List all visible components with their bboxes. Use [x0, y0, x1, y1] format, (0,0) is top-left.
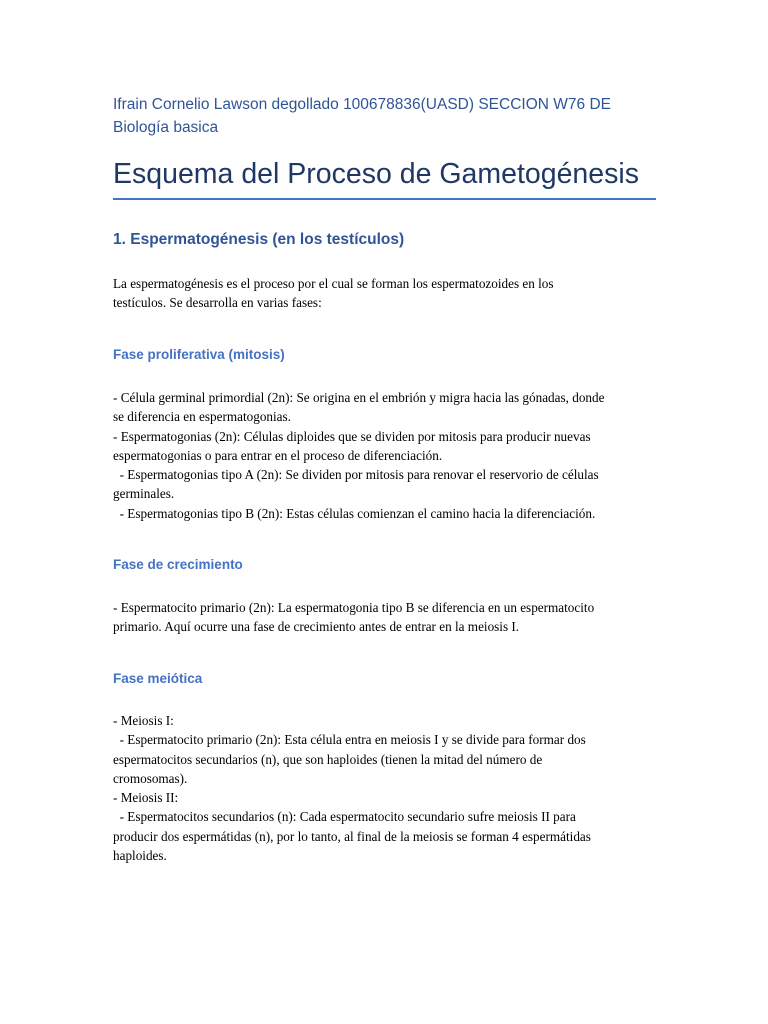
- text-line: germinales.: [113, 486, 175, 502]
- title-underline: [113, 198, 656, 200]
- text-line: espermatogonias o para entrar en el proceso de diferenciación.: [113, 447, 443, 463]
- subheading-fase-crecimiento: Fase de crecimiento: [113, 557, 243, 572]
- text-line: - Espermatogonias (2n): Células diploides que se dividen por mitosis para producir nuevas: [113, 428, 591, 444]
- text-line: testículos. Se desarrolla en varias fases:: [113, 295, 322, 311]
- text-line: producir dos espermátidas (n), por lo tanto, al final de la meiosis se forman 4 espermátidas: [113, 828, 591, 844]
- author-line: Ifrain Cornelio Lawson degollado 100678836(UASD) SECCION W76 DE: [113, 96, 611, 113]
- subheading-fase-proliferativa: Fase proliferativa (mitosis): [113, 347, 285, 362]
- text-line: espermatocitos secundarios (n), que son haploides (tienen la mitad del número de: [113, 751, 543, 767]
- author-info: [113, 93, 658, 139]
- text-line: - Célula germinal primordial (2n): Se origina en el embrión y migra hacia las gónadas, donde: [113, 390, 605, 405]
- text-line: - Espermatocitos secundarios (n): Cada espermatocito secundario sufre meiosis II para: [113, 809, 576, 825]
- text-line: - Espermatogonias tipo A (2n): Se dividen por mitosis para renovar el reservorio de células: [113, 467, 599, 483]
- text-line: se diferencia en espermatogonias.: [113, 409, 291, 425]
- section-heading-espermatogenesis: 1. Espermatogénesis (en los testículos): [113, 231, 405, 248]
- course-line: Biología basica: [113, 119, 219, 136]
- text-line: cromosomas).: [113, 770, 188, 786]
- text-line: - Espermatogonias tipo B (2n): Estas células comienzan el camino hacia la diferenciación.: [113, 505, 596, 521]
- text-line: La espermatogénesis es el proceso por el cual se forman los espermatozoides en los: [113, 276, 554, 291]
- text-line: - Espermatocito primario (2n): La espermatogonia tipo B se diferencia en un espermatocito: [113, 600, 595, 615]
- document-page: [113, 93, 658, 864]
- document-title: Esquema del Proceso de Gametogénesis: [113, 158, 639, 190]
- fase-proliferativa-paragraph: [113, 388, 658, 523]
- text-line: - Meiosis II:: [113, 790, 179, 806]
- text-line: - Espermatocito primario (2n): Esta célula entra en meiosis I y se divide para formar dos: [113, 732, 586, 748]
- subheading-fase-meiotica: Fase meiótica: [113, 671, 203, 686]
- text-line: - Meiosis I:: [113, 713, 174, 728]
- text-line: haploides.: [113, 848, 167, 864]
- fase-meiotica-paragraph: [113, 711, 658, 865]
- text-line: primario. Aquí ocurre una fase de crecimiento antes de entrar en la meiosis I.: [113, 619, 520, 635]
- intro-paragraph: [113, 274, 658, 313]
- fase-crecimiento-paragraph: [113, 598, 658, 637]
